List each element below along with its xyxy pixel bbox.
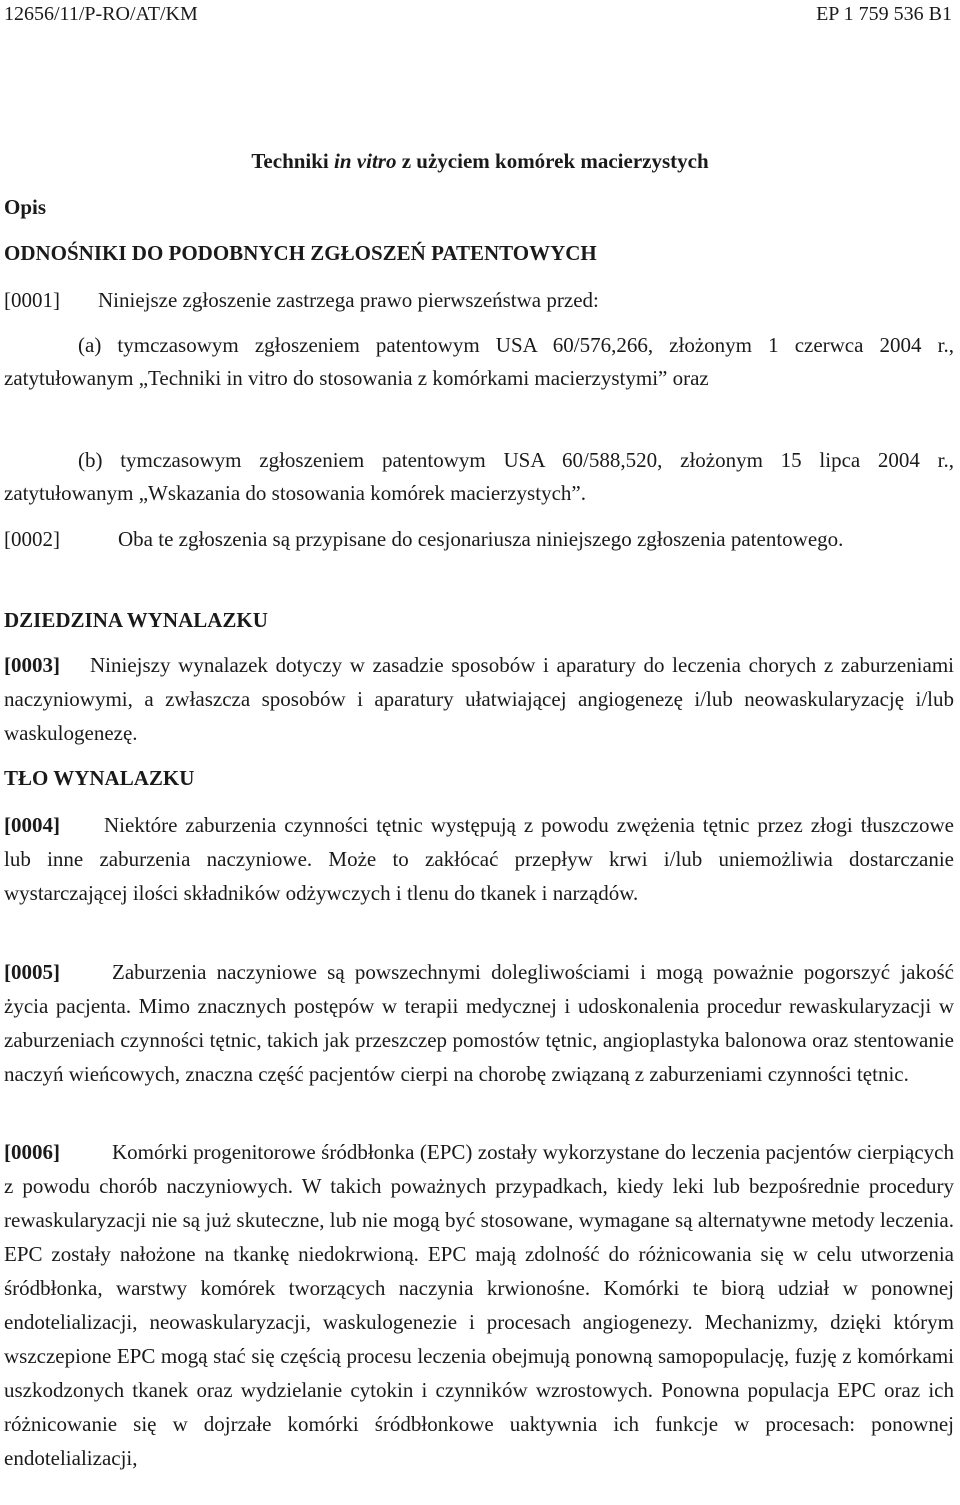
section-heading-field: DZIEDZINA WYNALAZKU [4, 608, 268, 632]
priority-item-a [4, 329, 954, 395]
document-title [0, 148, 960, 174]
paragraph-0005 [4, 955, 954, 1091]
paragraph-0003 [4, 648, 954, 750]
paragraph-number: [0003] [4, 653, 60, 677]
paragraph-number: [0005] [4, 960, 60, 984]
paragraph-text: Niektóre zaburzenia czynności tętnic występują z powodu zwężenia tętnic przez złogi tłuszczowe lub inne zaburzenia naczyniowe. Może to zakłócać przepływ krwi i/lub uniemożliwia dostarczanie wystarczającej ilości składników odżywczych i tlenu do tkanek i narządów. [4, 813, 954, 905]
paragraph-number: [0002] [4, 527, 60, 551]
paragraph-text: Oba te zgłoszenia są przypisane do cesjonariusza niniejszego zgłoszenia patentowego. [118, 527, 844, 551]
paragraph-text: Zaburzenia naczyniowe są powszechnymi dolegliwościami i mogą poważnie pogorszyć jakość życia pacjenta. Mimo znacznych postępów w terapii medycznej i udoskonalenia procedur rewaskularyzacji w zaburzeniach czynności tętnic, takich jak przeszczep pomostów tętnic, angioplastyka balonowa oraz stentowanie naczyń wieńcowych, znaczna część pacjentów cierpi na chorobę związaną z zaburzeniami czynności tętnic. [4, 960, 954, 1086]
paragraph-0002 [4, 522, 954, 556]
paragraph-text: Komórki progenitorowe śródbłonka (EPC) zostały wykorzystane do leczenia pacjentów cierpiących z powodu chorób naczyniowych. W takich poważnych przypadkach, kiedy leki lub bezpośrednie procedury rewaskularyzacji nie są już skuteczne, lub nie mogą być stosowane, wymagane są alternatywne metody leczenia. EPC zostały nałożone na tkankę niedokrwioną. EPC mają zdolność do różnicowania się w celu utworzenia śródbłonka, warstwy komórek tworzących naczynia krwionośne. Komórki te biorą udział w ponownej endotelializacji, neowaskularyzacji, waskulogenezie i procesach angiogenezy. Mechanizmy, dzięki którym wszczepione EPC mogą stać się częścią procesu leczenia obejmują ponowną samopopulację, fuzję z komórkami uszkodzonych tkanek oraz wydzielanie cytokin i czynników wzrostowych. Ponowna populacja EPC oraz ich różnicowanie się w dojrzałe komórki śródbłonkowe uaktywnia ich funkcje w procesach: ponownej endotelializacji, [4, 1140, 954, 1470]
paragraph-0001 [4, 283, 954, 317]
item-a-text: (a) tymczasowym zgłoszeniem patentowym USA 60/576,266, złożonym 1 czerwca 2004 r., zatytułowanym „Techniki in vitro do stosowania z komórkami macierzystymi” oraz [4, 333, 954, 390]
section-opis: Opis [4, 195, 47, 219]
priority-item-b [4, 444, 954, 510]
title-pre: Techniki [251, 149, 335, 173]
title-italic: in vitro [334, 149, 397, 173]
paragraph-text: Niniejszy wynalazek dotyczy w zasadzie sposobów i aparatury do leczenia chorych z zaburzeniami naczyniowymi, a zwłaszcza sposobów i aparatury ułatwiającej angiogenezę i/lub neowaskularyzację i/lub waskulogenezę. [4, 653, 954, 745]
title-post: z użyciem komórek macierzystych [396, 149, 709, 173]
document-reference: 12656/11/P-RO/AT/KM [4, 3, 198, 25]
paragraph-number: [0006] [4, 1140, 60, 1164]
paragraph-text: Niniejsze zgłoszenie zastrzega prawo pierwszeństwa przed: [98, 288, 599, 312]
paragraph-number: [0001] [4, 288, 60, 312]
paragraph-0004 [4, 808, 954, 910]
paragraph-number: [0004] [4, 813, 60, 837]
item-b-text: (b) tymczasowym zgłoszeniem patentowym USA 60/588,520, złożonym 15 lipca 2004 r., zatytułowanym „Wskazania do stosowania komórek macierzystych”. [4, 448, 954, 505]
section-heading-related: ODNOŚNIKI DO PODOBNYCH ZGŁOSZEŃ PATENTOWYCH [4, 241, 597, 265]
paragraph-0006 [4, 1135, 954, 1475]
patent-number: EP 1 759 536 B1 [816, 3, 952, 25]
section-heading-background: TŁO WYNALAZKU [4, 766, 195, 790]
